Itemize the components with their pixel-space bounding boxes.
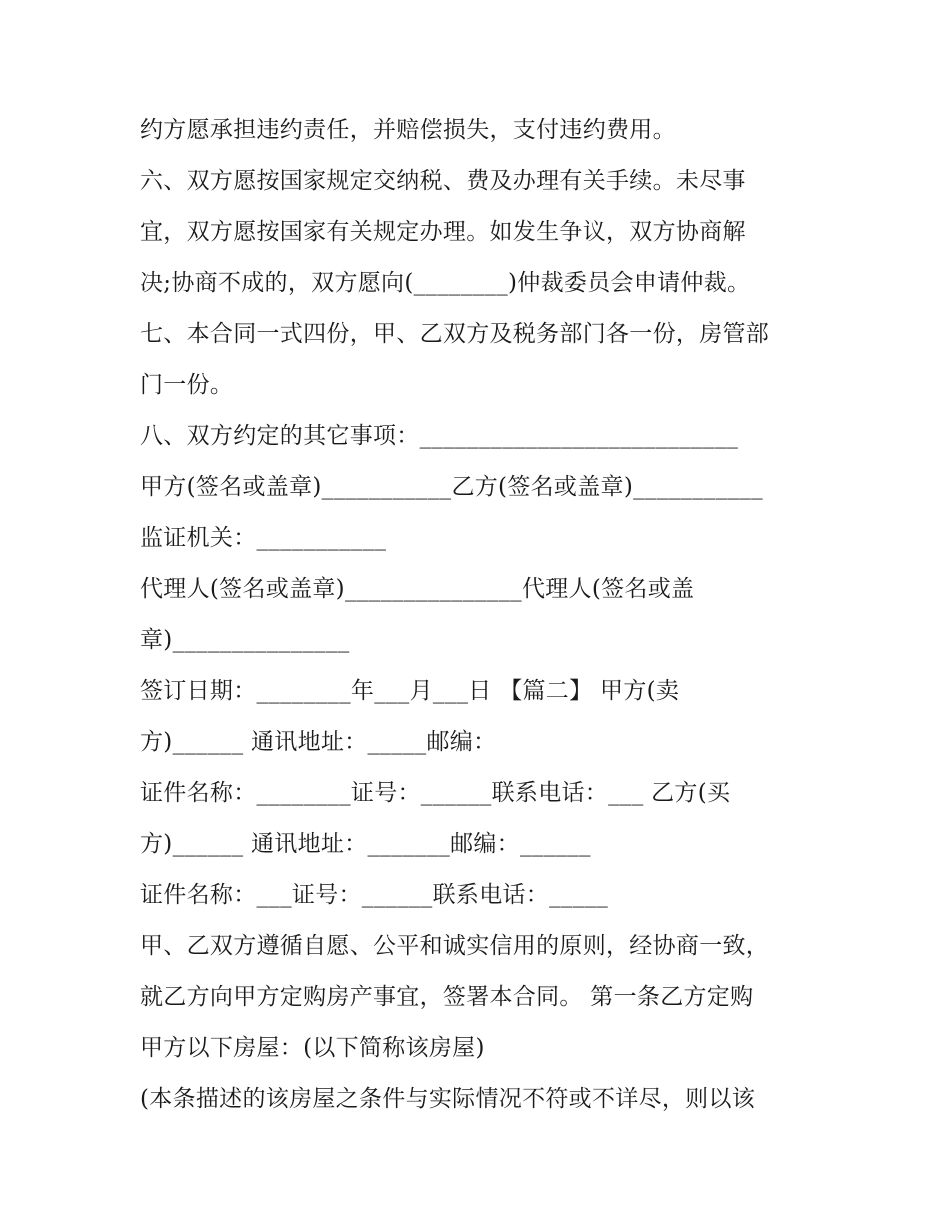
text-line: 宜，双方愿按国家有关规定办理。如发生争议，双方协商解 <box>140 219 746 245</box>
text-line: 约方愿承担违约责任，并赔偿损失，支付违约费用。 <box>140 117 676 143</box>
text-line: (本条描述的该房屋之条件与实际情况不符或不详尽，则以该 <box>140 1086 756 1112</box>
text-line: 代理人(签名或盖章)_______________代理人(签名或盖 <box>140 576 695 602</box>
text-line: 八、双方约定的其它事项：___________________________ <box>140 423 739 449</box>
text-line: 方)______ 通讯地址：_______邮编：______ <box>140 831 591 857</box>
text-line: 六、双方愿按国家规定交纳税、费及办理有关手续。未尽事 <box>140 168 746 194</box>
text-line: 甲方(签名或盖章)___________乙方(签名或盖章)___________ <box>140 474 763 500</box>
text-line: 甲、乙双方遵循自愿、公平和诚实信用的原则，经协商一致， <box>140 933 770 959</box>
text-line: 证件名称：________证号：______联系电话：___ 乙方(买 <box>140 780 731 806</box>
text-line: 签订日期：________年___月___日 【篇二】 甲方(卖 <box>140 678 680 704</box>
text-line: 证件名称：___证号：______联系电话：_____ <box>140 882 609 908</box>
text-line: 方)______ 通讯地址：_____邮编： <box>140 729 497 755</box>
text-line: 门一份。 <box>140 372 234 398</box>
text-line: 决;协商不成的，双方愿向(________)仲裁委员会申请仲裁。 <box>140 270 751 296</box>
text-line: 七、本合同一式四份，甲、乙双方及税务部门各一份，房管部 <box>140 321 770 347</box>
text-line: 就乙方向甲方定购房产事宜，签署本合同。 第一条乙方定购 <box>140 984 754 1010</box>
text-line: 甲方以下房屋：(以下简称该房屋) <box>140 1035 485 1061</box>
text-line: 监证机关：___________ <box>140 525 387 551</box>
text-line: 章)_______________ <box>140 627 350 653</box>
